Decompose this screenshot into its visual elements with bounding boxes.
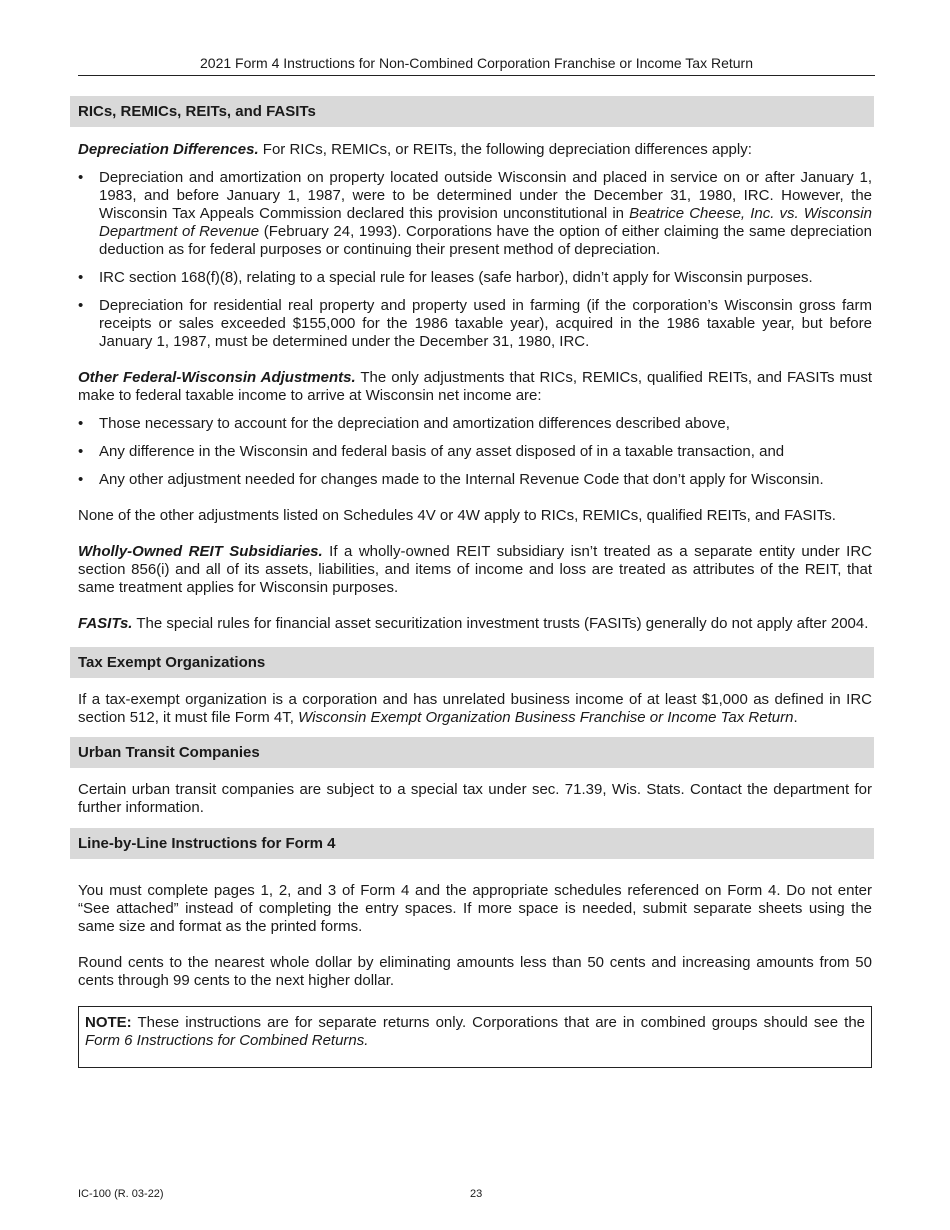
list-item	[78, 169, 872, 259]
list-item: • Those necessary to account for the depreciation and amortization differences described above,	[78, 415, 872, 433]
bullet-text: Depreciation and amortization on property located outside Wisconsin and placed in service on or after January 1, 1983, and before January 1, 1987, were to be determined under the December 31, 1980, IRC. However, the Wisconsin Tax Appeals Commission declared this provision unconstitutional in	[99, 169, 872, 222]
page-header: 2021 Form 4 Instructions for Non-Combined Corporation Franchise or Income Tax Return	[78, 55, 875, 76]
note-form-reference: Form 6 Instructions for Combined Returns.	[85, 1032, 369, 1049]
list-item: • Any other adjustment needed for changes made to the Internal Revenue Code that don’t apply for Wisconsin.	[78, 471, 872, 489]
depreciation-list	[78, 169, 872, 351]
form-title-reference: Wisconsin Exempt Organization Business Franchise or Income Tax Return	[298, 709, 794, 726]
fasits-paragraph	[78, 615, 872, 633]
adjustments-list	[78, 415, 872, 489]
section-title-tax-exempt: Tax Exempt Organizations	[70, 647, 874, 678]
form-code: IC-100 (R. 03-22)	[78, 1188, 164, 1200]
other-adjustments-heading: Other Federal-Wisconsin Adjustments.	[78, 369, 356, 386]
depreciation-paragraph	[78, 141, 872, 159]
depreciation-heading: Depreciation Differences.	[78, 141, 259, 158]
page-content	[78, 96, 872, 1068]
urban-transit-paragraph: Certain urban transit companies are subject to a special tax under sec. 71.39, Wis. Stats. Contact the department for further information.	[78, 781, 872, 816]
none-apply-paragraph: None of the other adjustments listed on Schedules 4V or 4W apply to RICs, REMICs, qualified REITs, and FASITs.	[78, 507, 836, 524]
tax-exempt-text-end: .	[793, 709, 798, 726]
fasits-text: The special rules for financial asset securitization investment trusts (FASITs) generally do not apply after 2004.	[132, 615, 869, 632]
list-item	[78, 269, 872, 287]
tax-exempt-text: If a tax-exempt organization is a corporation and has unrelated business income of at least $1,000 as defined in IRC section 512, it must file Form 4T,	[78, 691, 872, 726]
list-item	[78, 297, 872, 351]
bullet-text: Depreciation for residential real property and property used in farming (if the corporation’s Wisconsin gross farm receipts or sales exceeded $155,000 for the 1986 taxable year), acquired in the 1986 taxable year, but before January 1, 1987, must be determined under the December 31, 1980, IRC.	[99, 297, 872, 350]
tax-exempt-paragraph	[78, 691, 872, 727]
bullet-text: IRC section 168(f)(8), relating to a special rule for leases (safe harbor), didn’t apply for Wisconsin purposes.	[99, 269, 813, 286]
note-box	[78, 1006, 872, 1068]
section-title-rics: RICs, REMICs, REITs, and FASITs	[70, 96, 874, 127]
wholly-owned-text: If a wholly-owned REIT subsidiary isn’t treated as a separate entity under IRC section 856(i) and all of its assets, liabilities, and items of income and loss are treated as attributes of the REIT, that same treatment applies for Wisconsin purposes.	[78, 543, 873, 596]
other-adjustments-paragraph	[78, 369, 872, 405]
note-label: NOTE:	[85, 1014, 132, 1031]
case-citation: Beatrice Cheese, Inc. vs. Wisconsin Department of Revenue	[99, 205, 872, 240]
note-text: These instructions are for separate returns only. Corporations that are in combined groups should see the	[131, 1014, 865, 1031]
section-title-urban-transit: Urban Transit Companies	[70, 737, 874, 768]
line-by-line-paragraph-1: You must complete pages 1, 2, and 3 of Form 4 and the appropriate schedules referenced on Form 4. Do not enter “See attached” instead of completing the entry spaces. If more space is needed, submit separate sheets using the same size and format as the printed forms.	[78, 882, 872, 935]
list-item: • Any difference in the Wisconsin and federal basis of any asset disposed of in a taxable transaction, and	[78, 443, 872, 461]
bullet-text: (February 24, 1993). Corporations have the option of either claiming the same depreciation deduction as for federal purposes or continuing their present method of depreciation.	[99, 223, 872, 258]
wholly-owned-paragraph	[78, 543, 872, 597]
fasits-heading: FASITs.	[78, 615, 133, 632]
wholly-owned-heading: Wholly-Owned REIT Subsidiaries.	[78, 543, 323, 560]
page-number: 23	[470, 1188, 483, 1200]
depreciation-text: For RICs, REMICs, or REITs, the following depreciation differences apply:	[258, 141, 752, 158]
rounding-paragraph: Round cents to the nearest whole dollar by eliminating amounts less than 50 cents and increasing amounts from 50 cents through 99 cents to the next higher dollar.	[78, 954, 872, 989]
section-title-line-by-line: Line-by-Line Instructions for Form 4	[70, 828, 874, 859]
other-adjustments-text: The only adjustments that RICs, REMICs, qualified REITs, and FASITs must make to federal taxable income to arrive at Wisconsin net income are:	[78, 369, 873, 404]
